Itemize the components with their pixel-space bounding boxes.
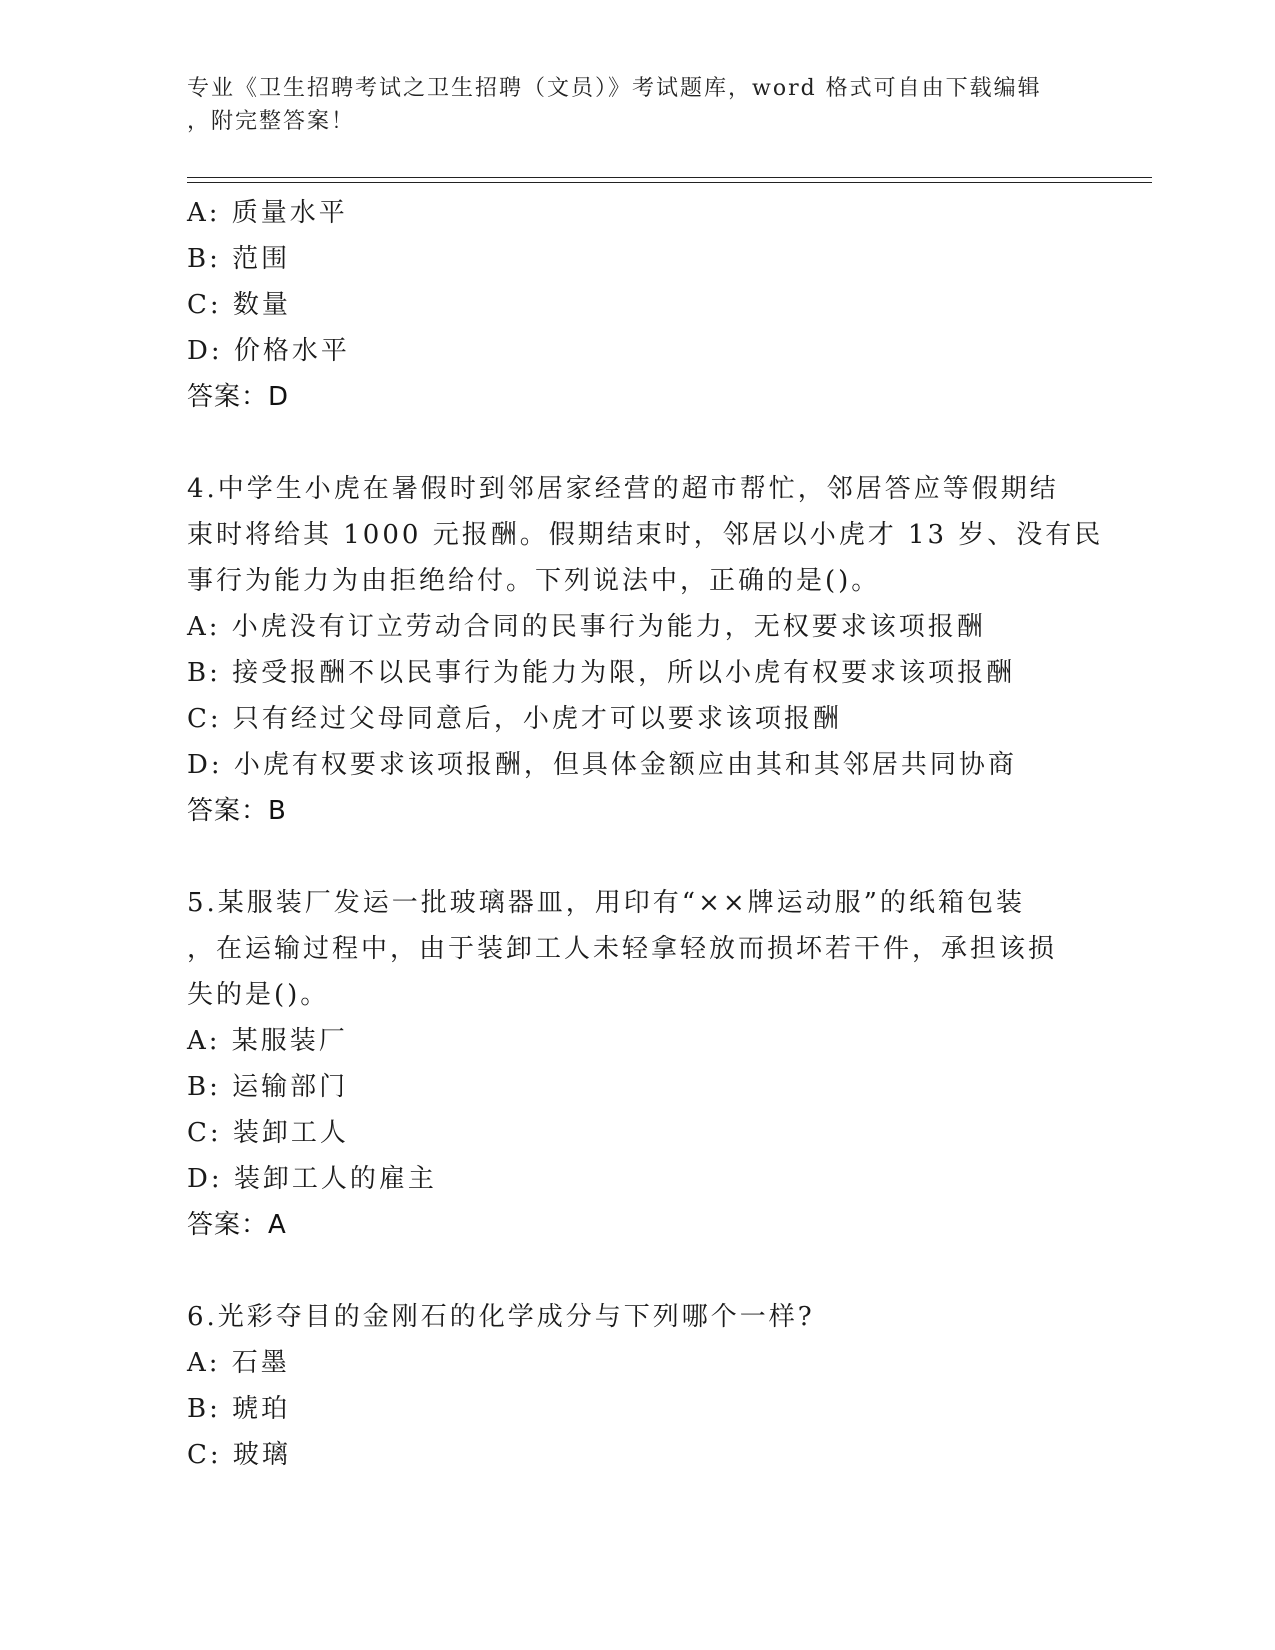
question-6-option-a: A: 石墨 <box>187 1348 290 1378</box>
question-6-stem-line-1: 6.光彩夺目的金刚石的化学成分与下列哪个一样? <box>187 1302 815 1332</box>
question-5-option-d: D: 装卸工人的雇主 <box>187 1164 437 1194</box>
question-4-stem-line-2: 束时将给其 1000 元报酬。假期结束时，邻居以小虎才 13 岁、没有民 <box>187 520 1104 550</box>
question-3-option-d: D: 价格水平 <box>187 336 350 366</box>
question-5-answer: 答案：A <box>187 1210 287 1240</box>
question-4 <box>187 466 1104 834</box>
question-3-answer: 答案：D <box>187 382 290 412</box>
document-header <box>187 72 1067 138</box>
question-3-option-a: A: 质量水平 <box>187 198 348 228</box>
question-5 <box>187 880 1087 1248</box>
header-line-2: ，附完整答案！ <box>187 109 356 134</box>
question-4-option-c: C: 只有经过父母同意后，小虎才可以要求该项报酬 <box>187 704 842 734</box>
spacer <box>187 834 1087 880</box>
header-divider-bottom <box>187 182 1152 183</box>
question-3-option-b: B: 范围 <box>187 244 291 274</box>
header-line-1: 专业《卫生招聘考试之卫生招聘（文员）》考试题库，word 格式可自由下载编辑 <box>187 76 1042 101</box>
spacer <box>187 420 1087 466</box>
question-4-option-b: B: 接受报酬不以民事行为能力为限，所以小虎有权要求该项报酬 <box>187 658 1016 688</box>
question-4-stem-line-1: 4.中学生小虎在暑假时到邻居家经营的超市帮忙，邻居答应等假期结 <box>187 474 1059 504</box>
question-5-option-b: B: 运输部门 <box>187 1072 349 1102</box>
question-5-stem-line-1: 5.某服装厂发运一批玻璃器皿，用印有“××牌运动服”的纸箱包装 <box>187 888 1025 918</box>
header-divider-top <box>187 177 1152 178</box>
question-6-option-b: B: 琥珀 <box>187 1394 291 1424</box>
question-list <box>187 190 1104 1478</box>
question-5-stem-line-3: 失的是()。 <box>187 980 330 1010</box>
question-4-stem-line-3: 事行为能力为由拒绝给付。下列说法中，正确的是()。 <box>187 566 881 596</box>
question-3 <box>187 190 1087 420</box>
question-5-option-a: A: 某服装厂 <box>187 1026 348 1056</box>
question-5-stem-line-2: ，在运输过程中，由于装卸工人未轻拿轻放而损坏若干件，承担该损 <box>187 934 1058 964</box>
question-3-option-c: C: 数量 <box>187 290 291 320</box>
spacer <box>187 1248 1087 1294</box>
question-4-option-d: D: 小虎有权要求该项报酬，但具体金额应由其和其邻居共同协商 <box>187 750 1017 780</box>
question-5-option-c: C: 装卸工人 <box>187 1118 349 1148</box>
question-4-answer: 答案：B <box>187 796 287 826</box>
question-6 <box>187 1294 1087 1478</box>
question-6-option-c: C: 玻璃 <box>187 1440 291 1470</box>
question-4-option-a: A: 小虎没有订立劳动合同的民事行为能力，无权要求该项报酬 <box>187 612 986 642</box>
